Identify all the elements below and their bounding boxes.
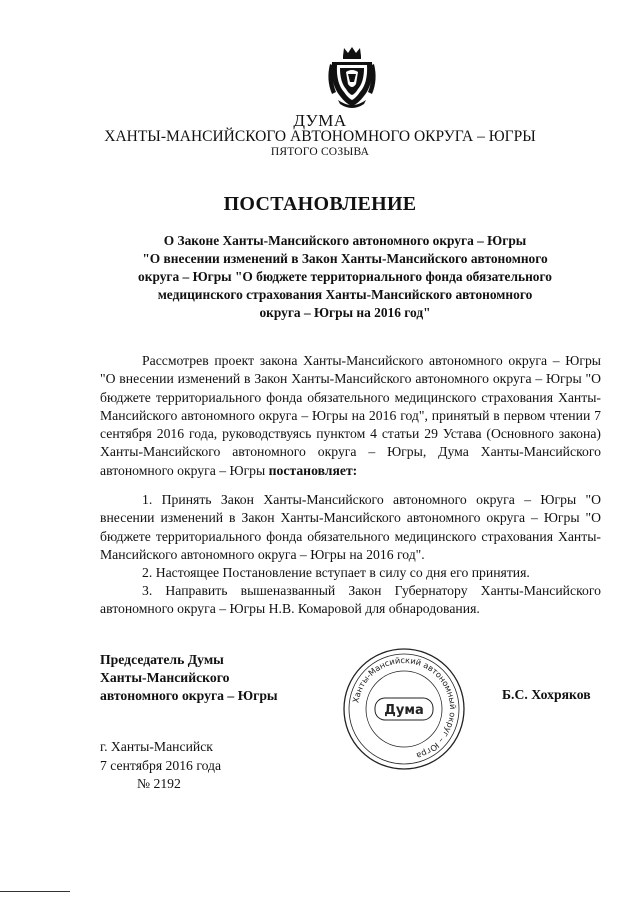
- subject-line: округа – Югры "О бюджете территориального фонда обязательного: [138, 269, 552, 284]
- resolves-keyword: постановляет:: [268, 462, 358, 478]
- org-name-line1: ДУМА: [293, 111, 347, 130]
- document-number: № 2192: [137, 776, 181, 791]
- official-stamp: [340, 646, 468, 772]
- signatory-name: Б.С. Хохряков: [502, 687, 591, 702]
- footer-divider: [0, 891, 70, 892]
- org-name-line2: ХАНТЫ-МАНСИЙСКОГО АВТОНОМНОГО ОКРУГА – ЮГРЫ: [104, 128, 536, 145]
- subject-line: медицинского страхования Ханты-Мансийского автономного: [157, 287, 533, 302]
- document-date: 7 сентября 2016 года: [100, 757, 222, 773]
- subject-line: "О внесении изменений в Закон Ханты-Мансийского автономного: [142, 251, 548, 266]
- stamp-center-text: Дума: [384, 703, 424, 718]
- intro-paragraph: [100, 352, 601, 480]
- subject-line: округа – Югры на 2016 год": [259, 305, 431, 320]
- signatory-title-line: автономного округа – Югры: [100, 688, 278, 703]
- resolution-item-1: 1. Принять Закон Ханты-Мансийского автономного округа – Югры "О внесении изменений в Закон Ханты-Мансийского автономного округа – Югры "О бюджете территориального фонда обязательного медицинского страхования Ханты-Мансийского автономного округа – Югры на 2016 год".: [100, 492, 601, 562]
- document-subject: [95, 232, 595, 322]
- resolution-item-2: 2. Настоящее Постановление вступает в силу со дня его принятия.: [142, 565, 530, 580]
- stamp-ring-text: Ханты-Мансийский автономный округ – Югра: [350, 654, 459, 762]
- org-convocation: ПЯТОГО СОЗЫВА: [270, 146, 370, 158]
- document-place-date: [100, 738, 221, 794]
- document-city: г. Ханты-Мансийск: [100, 739, 213, 754]
- subject-line: О Законе Ханты-Мансийского автономного округа – Югры: [163, 233, 527, 248]
- document-type-title: ПОСТАНОВЛЕНИЕ: [223, 193, 417, 215]
- signatory-title-line: Председатель Думы: [100, 652, 224, 667]
- signatory-title-line: Ханты-Мансийского: [100, 670, 230, 685]
- coat-of-arms-icon: [326, 44, 378, 110]
- resolution-item-3: 3. Направить вышеназванный Закон Губернатору Ханты-Мансийского автономного округа – Югры Н.В. Комаровой для обнародования.: [100, 583, 601, 617]
- signatory-title: [100, 651, 278, 705]
- intro-text: Рассмотрев проект закона Ханты-Мансийского автономного округа – Югры "О внесении изменений в Закон Ханты-Мансийского автономного округа – Югры "О бюджете территориального фонда обязательного медицинского страхования Ханты-Мансийского автономного округа – Югры на 2016 год", принятый в первом чтении 7 сентября 2016 года, руководствуясь пунктом 4 статьи 29 Устава (Основного закона) Ханты-Мансийского автономного округа – Югры, Дума Ханты-Мансийского автономного округа – Югры: [100, 353, 601, 478]
